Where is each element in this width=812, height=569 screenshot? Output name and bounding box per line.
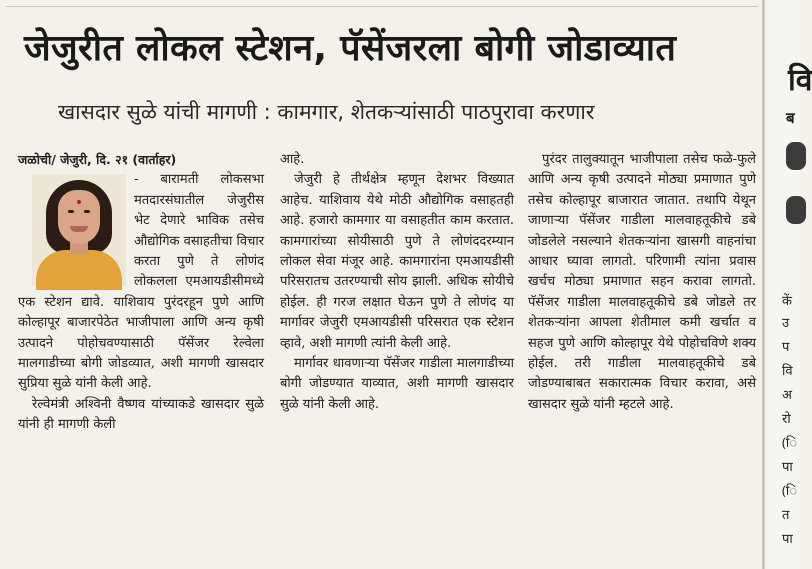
article-headline: जेजुरीत लोकल स्टेशन, पॅसेंजरला बोगी जोडाव्यात <box>24 28 677 69</box>
top-rule <box>6 6 758 7</box>
article-dateline: जळोची/ जेजुरी, दि. २१ (वार्ताहर) <box>18 152 177 167</box>
paragraph: मार्गावर धावणाऱ्या पॅसेंजर गाडीला मालगाडीच्या बोगी जोडण्यात याव्यात, अशी मागणी खासदार सुळे यांनी केली आहे. <box>280 356 514 412</box>
article-column-1 <box>18 150 264 436</box>
edge-text-fragment: प <box>782 340 790 355</box>
edge-text-fragment: रो <box>782 412 791 427</box>
paragraph: पुरंदर तालुक्यातून भाजीपाला तसेच फळे-फुले आणि अन्य कृषी उत्पादने मोठ्या प्रमाणात पुणे तसेच कोल्हापूर बाजारात जातात. तथापि येथून जाणाऱ्या पॅसेंजर गाडीला मालवाहतूकीचे डबे जोडलेले नसल्याने शेतकऱ्यांना खासगी वाहनांचा आधार घ्यावा लागतो. परिणामी त्यांना प्रवास खर्चच मोठ्या प्रमाणात सहन करावा लागतो. पॅसेंजर गाडीला मालवाहतूकीचे डबे जोडले तर शेतकऱ्यांना आपला शेतीमाल कमी खर्चात व सहज पुणे आणि कोल्हापूर येथे पोहोचविणे शक्य होईल. तरी गाडीला मालवाहतूकीचे डबे जोडण्याबाबत सकारात्मक विचार करावा, असे खासदार सुळे यांनी म्हटले आहे. <box>528 152 756 412</box>
paragraph: जेजुरी हे तीर्थक्षेत्र म्हणून देशभर विख्यात आहेच. याशिवाय येथे मोठी औद्योगिक वसाहतही आहे. हजारो कामगार या वसाहतीत काम करतात. कामगारांच्या सोयीसाठी पुणे ते लोणंददरम्यान लोकल सेवा मंजूर आहे. कामगारांना एमआयडीसी परिसरातच उतरण्याची सोय झाली. अधिक सोयीचे होईल. ही गरज लक्षात घेऊन पुणे ते लोणंद या मार्गावर जेजुरी एमआयडीसी परिसरात एक स्टेशन व्हावे, अशी मागणी त्यांनी केली आहे. <box>280 172 514 351</box>
edge-text-fragment: (ि <box>782 436 797 451</box>
article-column-2 <box>280 150 514 415</box>
edge-photo-fragment <box>786 142 806 170</box>
edge-text-fragment: (ि <box>782 484 797 499</box>
article-column-3 <box>528 150 756 415</box>
paragraph: - बारामती लोकसभा मतदारसंघातील जेजुरीस भेट देणारे भाविक तसेच औद्योगिक वसाहतीचा विचार करता पुणे ते लोणंद लोकलला एमआयडीसीमध्ये एक स्टेशन द्यावे. याशिवाय पुरंदरहून पुणे आणि कोल्हापूर बाजारपेठेत भाजीपाला आणि अन्य कृषी उत्पादने पोहोचवण्यासाठी पॅसेंजर रेल्वेला मालगाडीच्या बोगी जोडव्यात, अशी मागणी खासदार सुप्रिया सुळे यांनी केली आहे. <box>18 172 265 392</box>
article-subheadline: खासदार सुळे यांची मागणी : कामगार, शेतकऱ्यांसाठी पाठपुरावा करणार <box>58 100 595 124</box>
paragraph: आहे. <box>280 152 305 167</box>
page-fold <box>762 0 765 569</box>
edge-text-fragment: पा <box>782 532 793 547</box>
edge-text-fragment: त <box>782 508 790 523</box>
adjacent-article-edge <box>768 0 812 569</box>
edge-text-fragment: उ <box>782 316 790 331</box>
mp-portrait-photo <box>32 174 126 286</box>
edge-headline-fragment: वि <box>788 63 812 98</box>
edge-photo-fragment <box>786 196 806 224</box>
edge-text-fragment: अ <box>782 388 792 403</box>
edge-text-fragment: पा <box>782 460 793 475</box>
edge-subhead-fragment: ब <box>786 109 795 127</box>
paragraph: रेल्वेमंत्री अश्विनी वैष्णव यांच्याकडे खासदार सुळे यांनी ही मागणी केली <box>18 396 264 433</box>
edge-text-fragment: कें <box>782 294 792 309</box>
edge-text-fragment: वि <box>782 364 793 379</box>
